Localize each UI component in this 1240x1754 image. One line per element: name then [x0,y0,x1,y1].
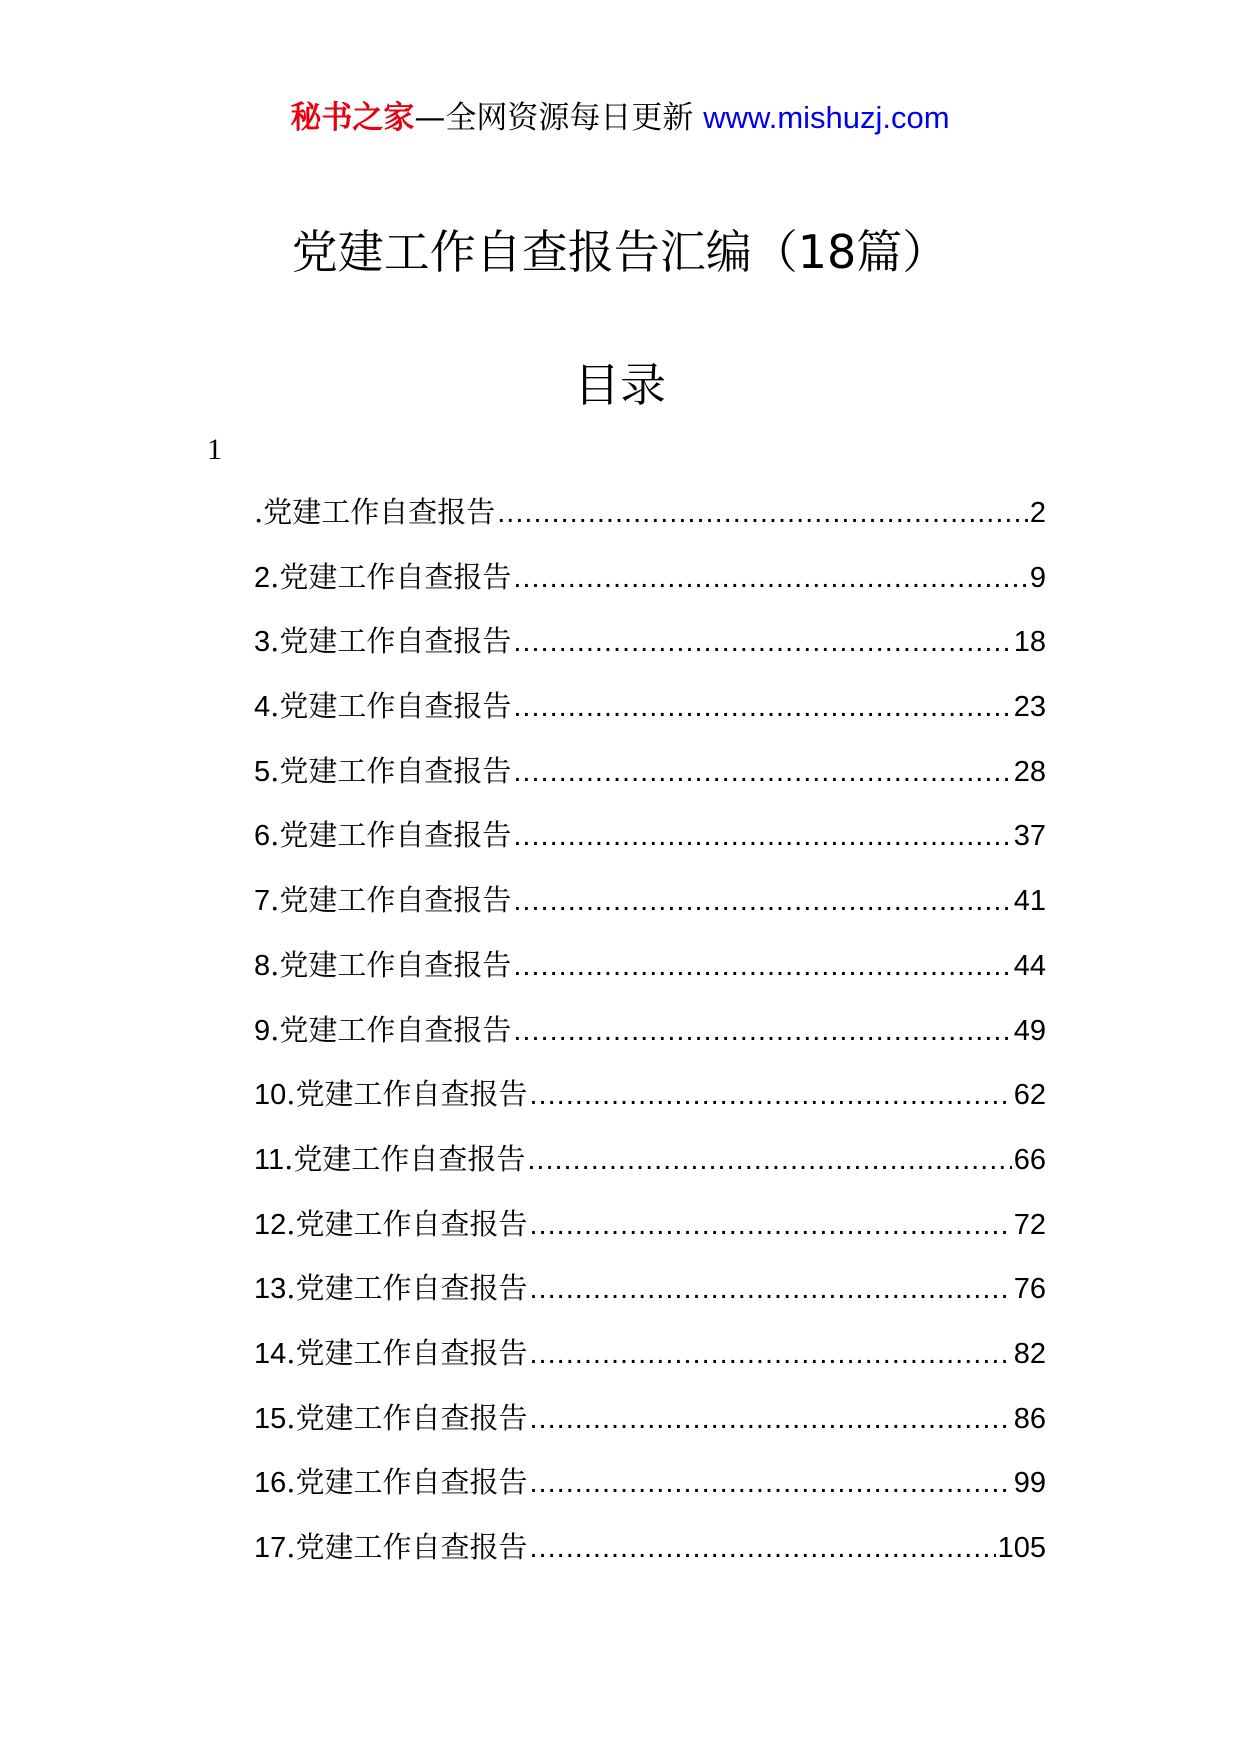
toc-entry-label [254,1139,525,1180]
toc-entry[interactable] [254,1398,1046,1463]
toc-dot-leader [527,1140,1011,1180]
toc-entry-label [254,492,495,533]
toc-entry-number: 11 [254,1143,285,1176]
toc-entry-label [254,945,511,986]
toc-dot-leader [513,881,1011,921]
toc-dot-leader [513,1011,1011,1051]
stray-list-number: 1 [207,433,222,466]
toc-entry-number: 17 [254,1532,287,1564]
toc-entry-page: 86 [1013,1402,1046,1435]
toc-entry-label [254,880,511,921]
toc-entry-page: 105 [997,1532,1046,1564]
toc-entry-label [254,1010,511,1051]
toc-entry[interactable] [254,1204,1046,1269]
toc-dot-leader [513,946,1011,986]
toc-entry-page: 66 [1013,1143,1046,1176]
site-header [0,98,1240,138]
toc-entry-page: 44 [1013,949,1046,982]
toc-entry-number: 6 [254,820,271,853]
toc-entry-title: .党建工作自查报告 [286,1465,528,1500]
toc-entry-number: 4 [254,691,271,724]
toc-entry-label [254,1074,527,1115]
toc-entry-number: 13 [254,1273,287,1306]
toc-entry[interactable] [254,1010,1046,1075]
toc-entry-number: 14 [254,1337,287,1370]
toc-entry-label [254,1527,527,1568]
table-of-contents [254,492,1046,1592]
toc-entry-title: .党建工作自查报告 [286,1077,528,1112]
toc-entry-title: .党建工作自查报告 [286,1206,528,1241]
toc-entry-label [254,815,511,856]
toc-entry[interactable] [254,1527,1046,1592]
toc-entry[interactable] [254,1139,1046,1204]
toc-entry[interactable] [254,1268,1046,1333]
toc-entry-label [254,686,511,727]
toc-entry-title: .党建工作自查报告 [270,883,512,918]
toc-entry[interactable] [254,492,1046,557]
toc-entry-title: .党建工作自查报告 [270,624,512,659]
toc-entry-page: 18 [1013,626,1046,659]
site-tagline: —全网资源每日更新 [414,100,694,136]
site-brand: 秘书之家 [290,100,415,136]
toc-dot-leader [529,1075,1011,1115]
toc-entry-number: 3 [254,626,271,659]
toc-entry-title: .党建工作自查报告 [286,1530,528,1564]
toc-entry[interactable] [254,686,1046,751]
toc-entry[interactable] [254,557,1046,622]
toc-entry-number: 2 [254,561,271,594]
toc-entry[interactable] [254,1462,1046,1527]
toc-entry-label [254,1204,527,1245]
toc-entry-title: .党建工作自查报告 [270,818,512,853]
toc-entry-title: .党建工作自查报告 [270,689,512,724]
toc-entry[interactable] [254,751,1046,816]
toc-entry-title: .党建工作自查报告 [254,495,496,529]
toc-entry-number: 7 [254,885,271,918]
toc-entry-page: 23 [1013,691,1046,724]
toc-entry-label [254,751,511,792]
toc-dot-leader [529,1463,1011,1503]
toc-dot-leader [513,622,1011,662]
toc-entry-page: 99 [1013,1467,1046,1500]
toc-entry[interactable] [254,1074,1046,1139]
toc-entry-number: 10 [254,1079,287,1112]
toc-entry-page: 82 [1013,1337,1046,1370]
toc-entry-title: .党建工作自查报告 [286,1400,528,1435]
toc-entry-label [254,621,511,662]
document-title: 党建工作自查报告汇编（18篇） [291,225,949,279]
toc-entry-title: .党建工作自查报告 [270,1012,512,1047]
toc-entry-number: 5 [254,755,271,788]
toc-entry-title: .党建工作自查报告 [286,1335,528,1370]
toc-entry-number: 15 [254,1402,287,1435]
site-url-link[interactable]: www.mishuzj.com [703,100,950,135]
toc-entry-number: 8 [254,949,271,982]
toc-entry-page: 49 [1013,1014,1046,1047]
toc-entry-title: .党建工作自查报告 [286,1271,528,1306]
toc-entry-label [254,1462,527,1503]
toc-dot-leader [529,1399,1011,1439]
toc-entry-label [254,1268,527,1309]
toc-entry[interactable] [254,815,1046,880]
toc-entry-page: 76 [1013,1273,1046,1306]
toc-dot-leader [529,1269,1011,1309]
toc-entry-page: 41 [1013,885,1046,918]
toc-entry-number: 9 [254,1014,271,1047]
toc-dot-leader [513,558,1028,598]
toc-dot-leader [513,752,1011,792]
toc-dot-leader [529,1334,1011,1374]
toc-entry-number: 12 [254,1208,287,1241]
toc-entry-page: 37 [1013,820,1046,853]
toc-entry-label [254,1398,527,1439]
toc-dot-leader [497,493,1028,533]
toc-dot-leader [529,1528,995,1568]
toc-entry[interactable] [254,880,1046,945]
toc-entry-page: 72 [1013,1208,1046,1241]
toc-entry[interactable] [254,945,1046,1010]
toc-entry-title: .党建工作自查报告 [284,1141,526,1176]
toc-entry-page: 9 [1029,561,1046,594]
toc-entry-page: 2 [1029,497,1046,529]
toc-entry-title: .党建工作自查报告 [270,947,512,982]
toc-dot-leader [513,816,1011,856]
toc-entry-number: 16 [254,1467,287,1500]
toc-entry-label [254,557,511,598]
toc-entry-title: .党建工作自查报告 [270,559,512,594]
toc-entry-title: .党建工作自查报告 [270,753,512,788]
toc-entry-page: 62 [1013,1079,1046,1112]
toc-dot-leader [529,1205,1011,1245]
toc-entry[interactable] [254,621,1046,686]
toc-dot-leader [513,687,1011,727]
toc-entry-page: 28 [1013,755,1046,788]
toc-entry-label [254,1333,527,1374]
toc-entry[interactable] [254,1333,1046,1398]
toc-heading: 目录 [574,358,666,412]
